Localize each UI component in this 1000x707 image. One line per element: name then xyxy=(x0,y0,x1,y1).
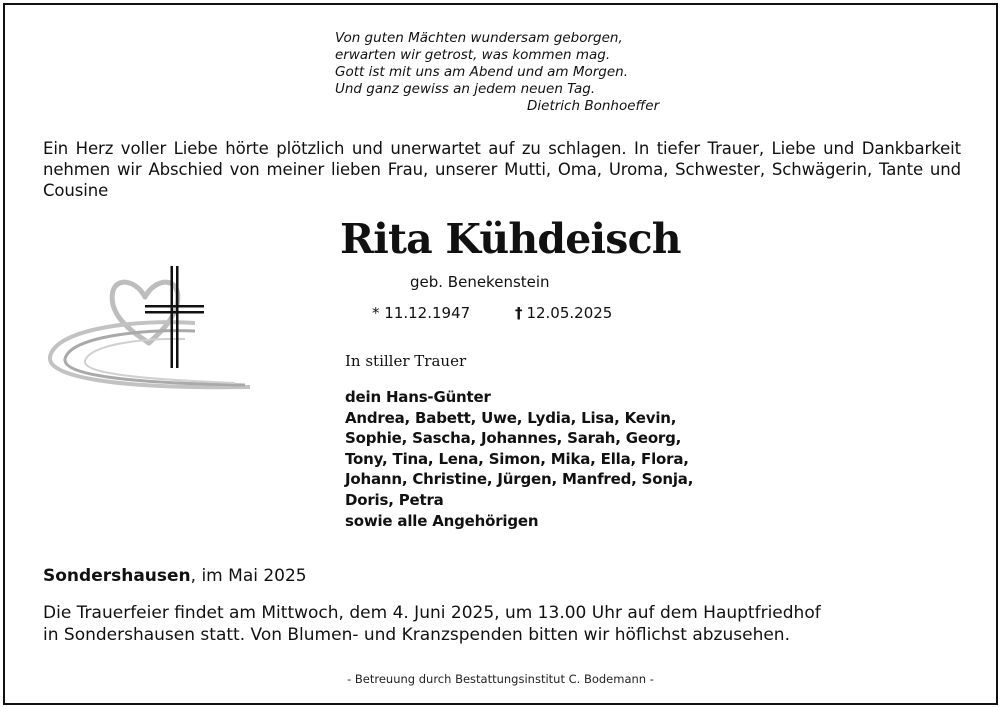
poem-line: Gott ist mit uns am Abend und am Morgen. xyxy=(335,64,628,80)
place-date xyxy=(43,566,307,586)
birth-symbol: * xyxy=(372,304,380,322)
intro-text: Ein Herz voller Liebe hörte plötzlich und unerwartet auf zu schlagen. In tiefer Trauer, Liebe und Dankbarkeit nehmen wir Abschied von meiner lieben Frau, unserer Mutti, Oma, Uroma, Schwester, Schwägerin, Tante und Cousine xyxy=(43,139,961,200)
heart-cross-emblem-icon xyxy=(45,261,255,393)
poem-author: Dietrich Bonhoeffer xyxy=(527,98,660,114)
poem-line: erwarten wir getrost, was kommen mag. xyxy=(335,47,611,63)
life-dates xyxy=(372,304,612,322)
funeral-line: in Sondershausen statt. Von Blumen- und Kranzspenden bitten wir höflichst abzusehen. xyxy=(43,625,790,645)
mourners-list xyxy=(345,387,693,531)
birth-date: 11.12.1947 xyxy=(384,304,471,322)
mourner-line: sowie alle Angehörigen xyxy=(345,511,539,530)
funeral-line: Die Trauerfeier findet am Mittwoch, dem 4. Juni 2025, um 13.00 Uhr auf dem Hauptfriedhof xyxy=(43,603,821,623)
poem-line: Von guten Mächten wundersam geborgen, xyxy=(335,30,623,46)
cross-icon: † xyxy=(514,304,523,322)
poem-line: Und ganz gewiss an jedem neuen Tag. xyxy=(335,81,596,97)
mourning-heading: In stiller Trauer xyxy=(345,352,467,370)
funeral-info xyxy=(43,602,923,646)
birth-name: geb. Benekenstein xyxy=(410,273,550,291)
mourner-line: Andrea, Babett, Uwe, Lydia, Lisa, Kevin, xyxy=(345,408,677,427)
mourner-line: Tony, Tina, Lena, Simon, Mika, Ella, Flora, xyxy=(345,449,689,468)
deceased-name: Rita Kühdeisch xyxy=(340,215,681,263)
mourner-line: dein Hans-Günter xyxy=(345,388,491,406)
place-date-text: , im Mai 2025 xyxy=(190,566,307,586)
obituary-notice xyxy=(3,3,998,705)
mourner-line: Doris, Petra xyxy=(345,490,444,509)
place-city: Sondershausen xyxy=(43,566,191,586)
footer-credit: - Betreuung durch Bestattungsinstitut C. Bodemann - xyxy=(347,672,654,686)
poem xyxy=(335,30,735,115)
death-date: 12.05.2025 xyxy=(526,304,613,322)
mourner-line: Sophie, Sascha, Johannes, Sarah, Georg, xyxy=(345,429,682,448)
mourner-line: Johann, Christine, Jürgen, Manfred, Sonja, xyxy=(345,470,694,489)
death-group xyxy=(515,304,612,322)
